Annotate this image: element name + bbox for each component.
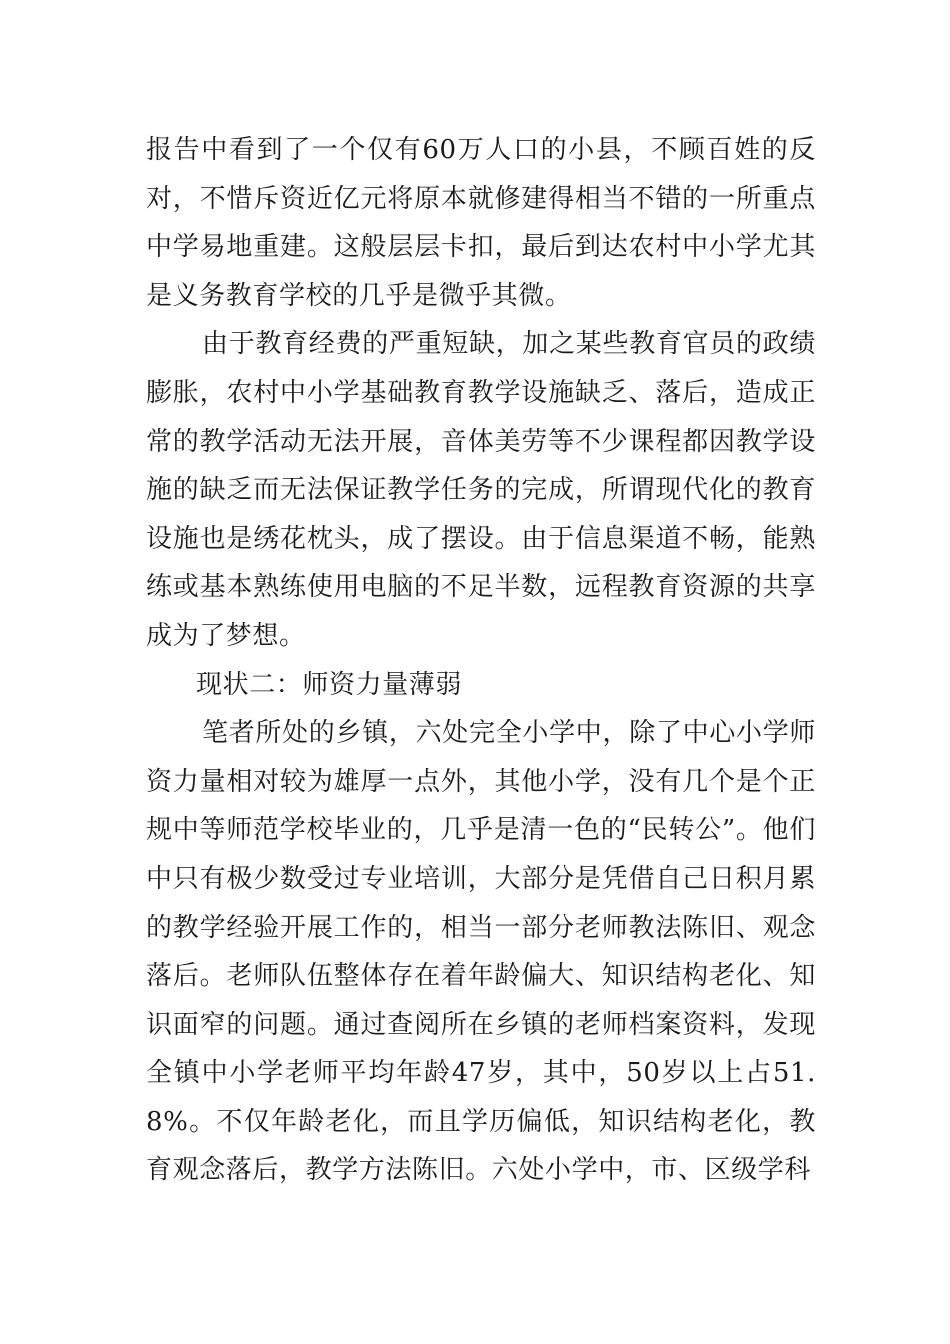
section-heading: 现状二：师资力量薄弱 <box>196 669 463 700</box>
paragraph-3: 笔者所处的乡镇，六处完全小学中，除了中心小学师资力量相对较为雄厚一点外，其他小学，没有几个是个正规中等师范学校毕业的，几乎是清一色的“民转公”。他们中只有极少数受过专业培训，大部分是凭借自己日积月累的教学经验开展工作的，相当一部分老师教法陈旧、观念落后。老师队伍整体存在着年龄偏大、知识结构老化、知识面窄的问题。通过查阅所在乡镇的老师档案资料，发现全镇中小学老师平均年龄47岁，其中，50岁以上占51.8%。不仅年龄老化，而且学历偏低，知识结构老化，教育观念落后，教学方法陈旧。六处小学中，市、区级学科 <box>146 718 816 1186</box>
document-body <box>146 126 816 1195</box>
paragraph-2: 由于教育经费的严重短缺，加之某些教育官员的政绩膨胀，农村中小学基础教育教学设施缺乏、落后，造成正常的教学活动无法开展，音体美劳等不少课程都因教学设施的缺乏而无法保证教学任务的完成，所谓现代化的教育设施也是绣花枕头，成了摆设。由于信息渠道不畅，能熟练或基本熟练使用电脑的不足半数，远程教育资源的共享成为了梦想。 <box>146 329 816 651</box>
paragraph-1: 报告中看到了一个仅有60万人口的小县，不顾百姓的反对，不惜斥资近亿元将原本就修建得相当不错的一所重点中学易地重建。这般层层卡扣，最后到达农村中小学尤其是义务教育学校的几乎是微乎其微。 <box>146 135 816 311</box>
